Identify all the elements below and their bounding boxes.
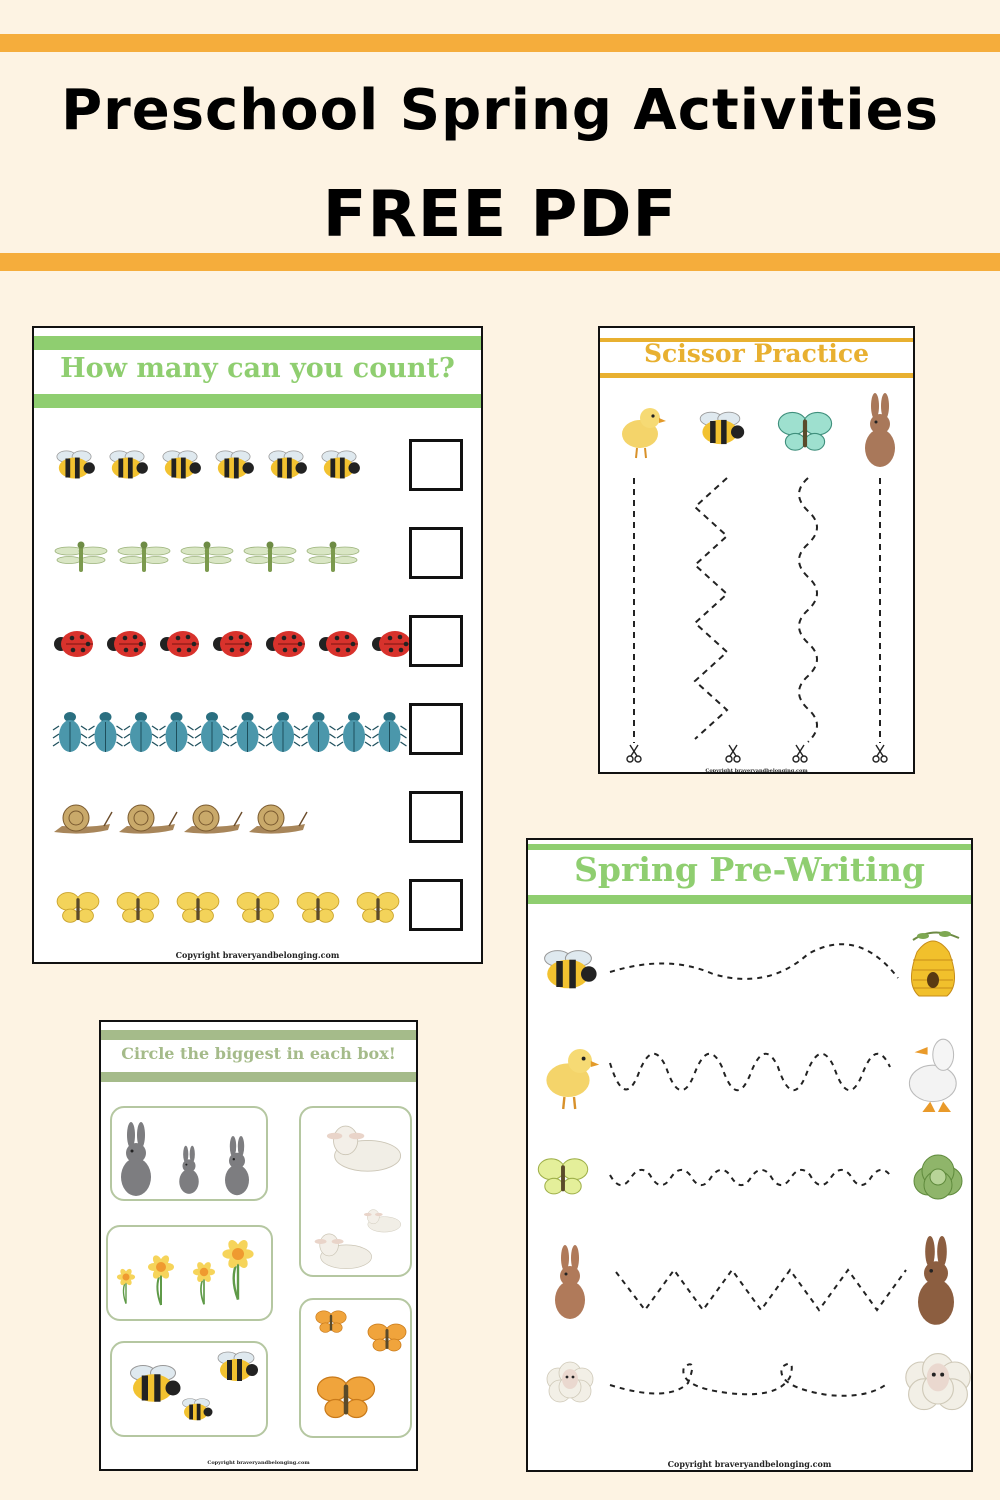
rabbit-icon: [179, 1146, 199, 1194]
bee-icon: [545, 951, 597, 989]
butterfly-icon: [778, 412, 831, 450]
page-title: Preschool Spring Activities: [61, 78, 939, 143]
counting-worksheet: [32, 326, 483, 964]
beetle-icon: [302, 712, 336, 752]
loop-wave-trace-line: [610, 1054, 890, 1090]
dragonfly-icon: [244, 542, 296, 573]
ladybug-icon: [266, 631, 305, 657]
ladybug-icon: [372, 631, 411, 657]
sheep-icon: [906, 1354, 970, 1410]
prewriting-heading: Spring Pre-Writing: [574, 850, 925, 889]
top-band: [0, 34, 1000, 52]
small-wave-trace-line: [610, 1170, 890, 1185]
circle-heading: Circle the biggest in each box!: [121, 1044, 396, 1063]
ladybug-icon: [54, 631, 93, 657]
duck-icon: [909, 1039, 956, 1112]
cutting-lines: [600, 328, 917, 776]
butterfly-icon: [316, 1311, 346, 1333]
ladybug-icon: [107, 631, 146, 657]
scissors-icon: [873, 745, 887, 762]
butterfly-icon: [297, 893, 339, 923]
scissor-worksheet: [598, 326, 915, 774]
beetle-icon: [373, 712, 407, 752]
circle-biggest-worksheet: [99, 1020, 418, 1471]
answer-box[interactable]: [409, 703, 463, 755]
wave-trace-line: [610, 944, 898, 979]
butterfly-icon: [357, 893, 399, 923]
lamb-icon: [547, 1362, 593, 1402]
lamb-icon: [327, 1126, 401, 1171]
bee-icon: [163, 451, 201, 479]
size-pictures: [101, 1022, 420, 1473]
dragonfly-icon: [307, 542, 359, 573]
beetle-icon: [124, 712, 158, 752]
answer-box[interactable]: [409, 879, 463, 931]
zigzag-trace-line: [616, 1270, 906, 1310]
butterfly-icon: [117, 893, 159, 923]
lamb-icon: [364, 1210, 401, 1233]
wavy-line: [799, 478, 817, 742]
scissor-heading: Scissor Practice: [643, 339, 870, 368]
dragonfly-icon: [55, 542, 107, 573]
scissors-icon: [627, 745, 641, 762]
snail-icon: [119, 805, 177, 834]
rabbit-icon: [121, 1122, 151, 1196]
beetle-icon: [266, 712, 300, 752]
ladybug-icon: [319, 631, 358, 657]
ladybug-icon: [213, 631, 252, 657]
butterfly-icon: [318, 1377, 375, 1418]
butterfly-icon: [538, 1159, 587, 1194]
beetle-icon: [337, 712, 371, 752]
bee-icon: [110, 451, 148, 479]
snail-icon: [249, 805, 307, 834]
bee-icon: [216, 451, 254, 479]
answer-box[interactable]: [409, 439, 463, 491]
beetle-icon: [195, 712, 229, 752]
rabbit-icon: [918, 1236, 954, 1325]
bee-icon: [131, 1366, 181, 1402]
beetle-icon: [53, 712, 87, 752]
answer-box[interactable]: [409, 791, 463, 843]
bee-icon: [700, 412, 744, 444]
snail-icon: [54, 805, 112, 834]
butterfly-icon: [237, 893, 279, 923]
bee-icon: [183, 1399, 213, 1421]
scissors-icon: [726, 745, 740, 762]
bee-icon: [57, 451, 95, 479]
cabbage-icon: [914, 1155, 962, 1199]
rabbit-icon: [555, 1245, 585, 1319]
tracing-lines: [528, 840, 975, 1474]
lamb-icon: [315, 1234, 372, 1269]
chick-icon: [622, 408, 666, 458]
zigzag-line: [695, 478, 727, 739]
daffodil-icon: [193, 1261, 215, 1305]
beehive-icon: [911, 931, 959, 996]
answer-box[interactable]: [409, 527, 463, 579]
rabbit-icon: [225, 1136, 249, 1195]
butterfly-icon: [177, 893, 219, 923]
chick-icon: [546, 1049, 599, 1109]
ladybug-icon: [160, 631, 199, 657]
bee-icon: [218, 1352, 258, 1381]
copyright: Copyright braveryandbelonging.com: [207, 1460, 310, 1466]
scissors-icon: [793, 745, 807, 762]
bottom-band: [0, 253, 1000, 271]
bee-icon: [322, 451, 360, 479]
butterfly-icon: [368, 1324, 406, 1351]
rabbit-icon: [865, 393, 895, 467]
copyright: Copyright braveryandbelonging.com: [667, 1459, 832, 1469]
beetle-icon: [89, 712, 123, 752]
page-subtitle: FREE PDF: [322, 178, 678, 252]
beetle-icon: [231, 712, 265, 752]
loop-trace-line: [610, 1364, 888, 1396]
bee-icon: [269, 451, 307, 479]
counting-heading: How many can you count?: [60, 353, 455, 384]
daffodil-icon: [148, 1254, 174, 1305]
prewriting-worksheet: [526, 838, 973, 1472]
butterfly-icon: [57, 893, 99, 923]
answer-box[interactable]: [409, 615, 463, 667]
snail-icon: [184, 805, 242, 834]
beetle-icon: [160, 712, 194, 752]
daffodil-icon: [222, 1238, 253, 1300]
daffodil-icon: [117, 1268, 135, 1304]
dragonfly-icon: [181, 542, 233, 573]
copyright: Copyright braveryandbelonging.com: [705, 768, 808, 774]
dragonfly-icon: [118, 542, 170, 573]
copyright: Copyright braveryandbelonging.com: [175, 950, 340, 960]
